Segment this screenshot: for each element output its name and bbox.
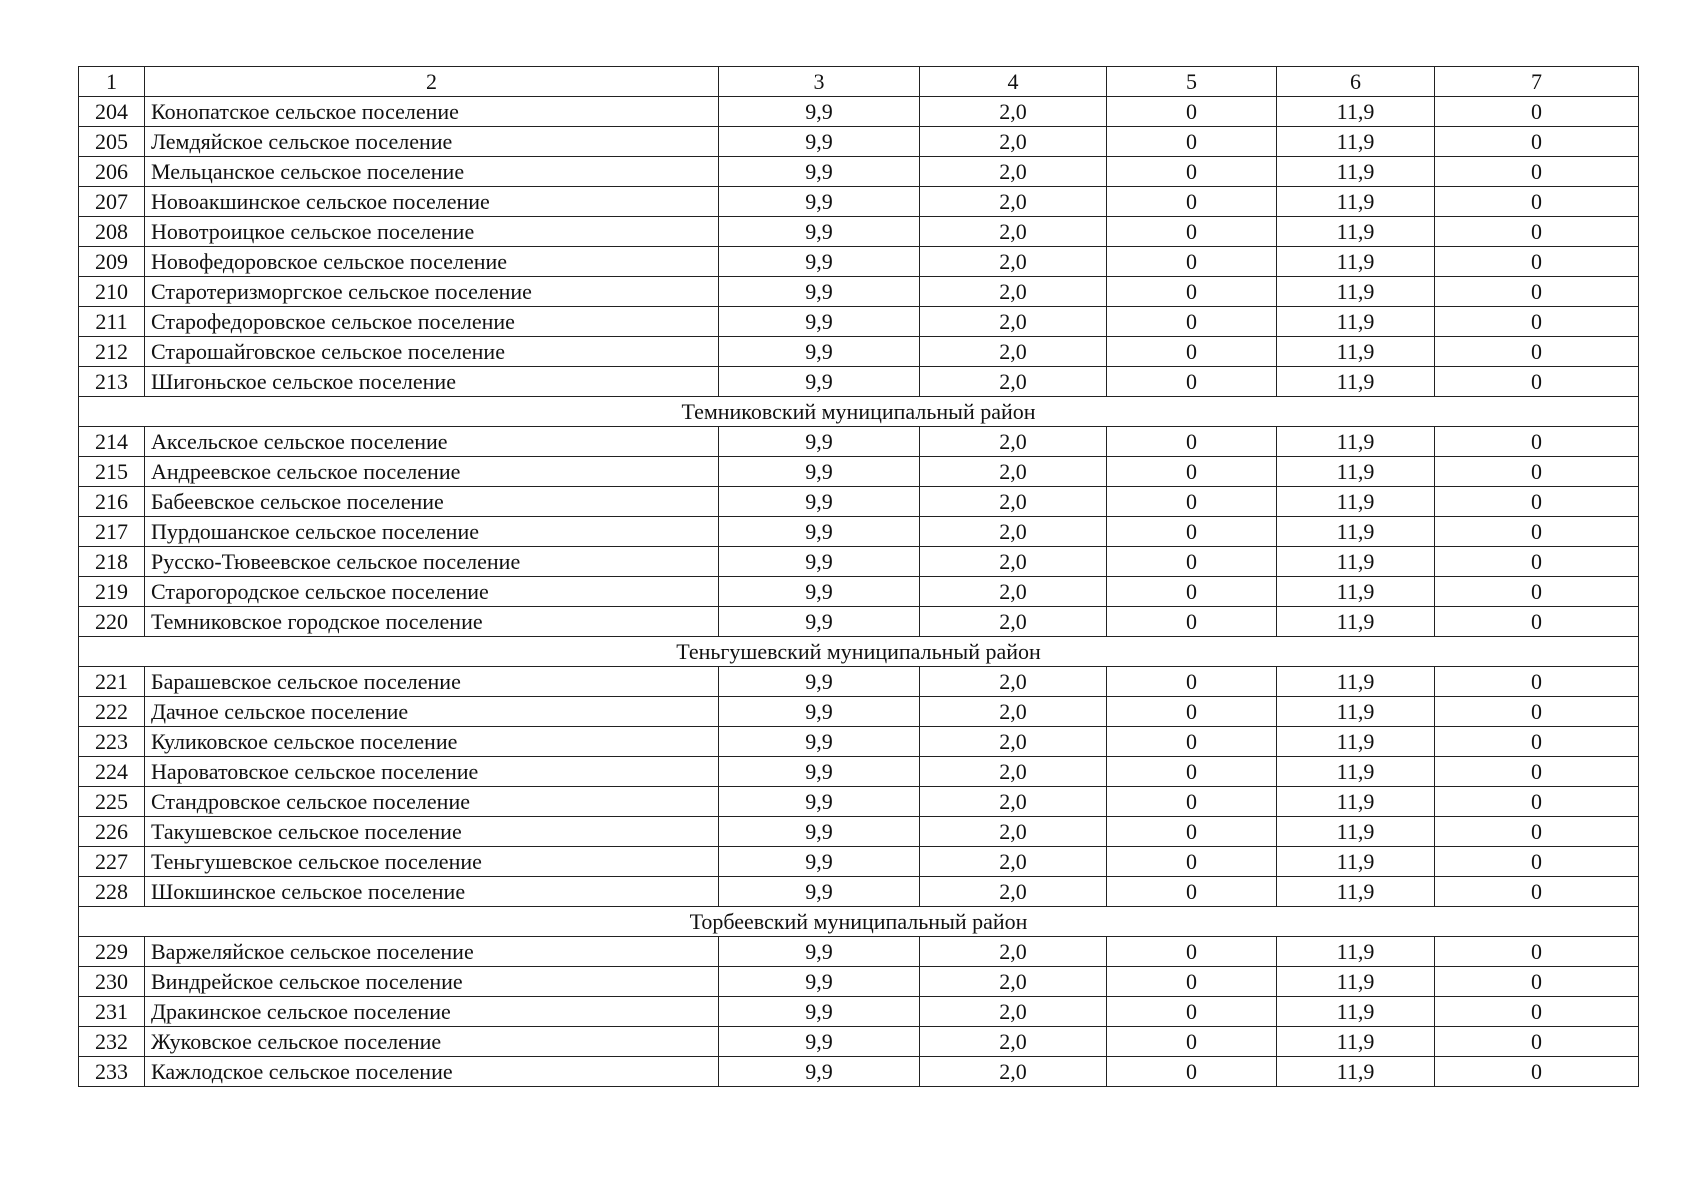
value-col-5: 0 <box>1107 547 1277 577</box>
row-number: 223 <box>79 727 145 757</box>
settlement-name: Дачное сельское поселение <box>145 697 719 727</box>
row-number: 207 <box>79 187 145 217</box>
value-col-6: 11,9 <box>1277 277 1435 307</box>
row-number: 210 <box>79 277 145 307</box>
value-col-4: 2,0 <box>920 187 1107 217</box>
value-col-5: 0 <box>1107 427 1277 457</box>
settlement-name: Виндрейское сельское поселение <box>145 967 719 997</box>
settlements-table <box>78 66 1639 1087</box>
table-row <box>79 247 1639 277</box>
value-col-5: 0 <box>1107 1057 1277 1087</box>
value-col-4: 2,0 <box>920 817 1107 847</box>
settlement-name: Барашевское сельское поселение <box>145 667 719 697</box>
value-col-7: 0 <box>1435 427 1639 457</box>
value-col-7: 0 <box>1435 247 1639 277</box>
value-col-6: 11,9 <box>1277 697 1435 727</box>
value-col-3: 9,9 <box>719 667 920 697</box>
row-number: 226 <box>79 817 145 847</box>
value-col-3: 9,9 <box>719 277 920 307</box>
value-col-4: 2,0 <box>920 577 1107 607</box>
value-col-7: 0 <box>1435 967 1639 997</box>
value-col-3: 9,9 <box>719 187 920 217</box>
value-col-5: 0 <box>1107 367 1277 397</box>
value-col-5: 0 <box>1107 157 1277 187</box>
district-section-row <box>79 907 1639 937</box>
table-row <box>79 337 1639 367</box>
value-col-7: 0 <box>1435 697 1639 727</box>
settlement-name: Теньгушевское сельское поселение <box>145 847 719 877</box>
value-col-6: 11,9 <box>1277 727 1435 757</box>
value-col-3: 9,9 <box>719 967 920 997</box>
value-col-7: 0 <box>1435 847 1639 877</box>
table-row <box>79 667 1639 697</box>
table-row <box>79 367 1639 397</box>
value-col-6: 11,9 <box>1277 997 1435 1027</box>
value-col-7: 0 <box>1435 577 1639 607</box>
table-row <box>79 1057 1639 1087</box>
settlement-name: Старогородское сельское поселение <box>145 577 719 607</box>
value-col-5: 0 <box>1107 997 1277 1027</box>
value-col-5: 0 <box>1107 337 1277 367</box>
value-col-7: 0 <box>1435 787 1639 817</box>
value-col-4: 2,0 <box>920 217 1107 247</box>
settlement-name: Шокшинское сельское поселение <box>145 877 719 907</box>
row-number: 221 <box>79 667 145 697</box>
value-col-4: 2,0 <box>920 727 1107 757</box>
value-col-4: 2,0 <box>920 1027 1107 1057</box>
value-col-6: 11,9 <box>1277 457 1435 487</box>
table-row <box>79 847 1639 877</box>
settlement-name: Стандровское сельское поселение <box>145 787 719 817</box>
table-row <box>79 997 1639 1027</box>
value-col-3: 9,9 <box>719 577 920 607</box>
value-col-3: 9,9 <box>719 427 920 457</box>
table-row <box>79 157 1639 187</box>
row-number: 228 <box>79 877 145 907</box>
value-col-7: 0 <box>1435 547 1639 577</box>
settlement-name: Старотеризморгское сельское поселение <box>145 277 719 307</box>
value-col-7: 0 <box>1435 337 1639 367</box>
value-col-5: 0 <box>1107 817 1277 847</box>
settlement-name: Варжеляйское сельское поселение <box>145 937 719 967</box>
value-col-3: 9,9 <box>719 1027 920 1057</box>
district-title: Торбеевский муниципальный район <box>79 907 1639 937</box>
value-col-5: 0 <box>1107 727 1277 757</box>
settlement-name: Русско-Тювеевское сельское поселение <box>145 547 719 577</box>
value-col-4: 2,0 <box>920 247 1107 277</box>
value-col-3: 9,9 <box>719 937 920 967</box>
table-row <box>79 817 1639 847</box>
value-col-4: 2,0 <box>920 517 1107 547</box>
table-row <box>79 577 1639 607</box>
value-col-3: 9,9 <box>719 217 920 247</box>
value-col-5: 0 <box>1107 877 1277 907</box>
row-number: 216 <box>79 487 145 517</box>
value-col-5: 0 <box>1107 187 1277 217</box>
value-col-6: 11,9 <box>1277 577 1435 607</box>
value-col-6: 11,9 <box>1277 607 1435 637</box>
settlement-name: Темниковское городское поселение <box>145 607 719 637</box>
value-col-5: 0 <box>1107 1027 1277 1057</box>
value-col-3: 9,9 <box>719 247 920 277</box>
row-number: 208 <box>79 217 145 247</box>
value-col-5: 0 <box>1107 307 1277 337</box>
value-col-3: 9,9 <box>719 607 920 637</box>
value-col-4: 2,0 <box>920 277 1107 307</box>
row-number: 224 <box>79 757 145 787</box>
value-col-3: 9,9 <box>719 157 920 187</box>
value-col-6: 11,9 <box>1277 937 1435 967</box>
row-number: 209 <box>79 247 145 277</box>
settlement-name: Старошайговское сельское поселение <box>145 337 719 367</box>
value-col-3: 9,9 <box>719 847 920 877</box>
row-number: 233 <box>79 1057 145 1087</box>
district-section-row <box>79 637 1639 667</box>
settlement-name: Дракинское сельское поселение <box>145 997 719 1027</box>
table-row <box>79 97 1639 127</box>
row-number: 217 <box>79 517 145 547</box>
settlement-name: Нароватовское сельское поселение <box>145 757 719 787</box>
value-col-5: 0 <box>1107 277 1277 307</box>
value-col-3: 9,9 <box>719 817 920 847</box>
value-col-3: 9,9 <box>719 787 920 817</box>
settlement-name: Куликовское сельское поселение <box>145 727 719 757</box>
value-col-7: 0 <box>1435 277 1639 307</box>
value-col-3: 9,9 <box>719 757 920 787</box>
row-number: 218 <box>79 547 145 577</box>
value-col-4: 2,0 <box>920 1057 1107 1087</box>
value-col-6: 11,9 <box>1277 427 1435 457</box>
value-col-6: 11,9 <box>1277 1027 1435 1057</box>
value-col-5: 0 <box>1107 757 1277 787</box>
value-col-4: 2,0 <box>920 97 1107 127</box>
value-col-4: 2,0 <box>920 757 1107 787</box>
value-col-5: 0 <box>1107 487 1277 517</box>
value-col-7: 0 <box>1435 217 1639 247</box>
table-row <box>79 217 1639 247</box>
value-col-7: 0 <box>1435 127 1639 157</box>
value-col-3: 9,9 <box>719 457 920 487</box>
value-col-4: 2,0 <box>920 367 1107 397</box>
table-row <box>79 967 1639 997</box>
value-col-3: 9,9 <box>719 367 920 397</box>
value-col-5: 0 <box>1107 607 1277 637</box>
row-number: 212 <box>79 337 145 367</box>
row-number: 229 <box>79 937 145 967</box>
value-col-5: 0 <box>1107 127 1277 157</box>
value-col-3: 9,9 <box>719 307 920 337</box>
value-col-5: 0 <box>1107 517 1277 547</box>
value-col-6: 11,9 <box>1277 547 1435 577</box>
row-number: 227 <box>79 847 145 877</box>
table-row <box>79 187 1639 217</box>
row-number: 225 <box>79 787 145 817</box>
row-number: 232 <box>79 1027 145 1057</box>
settlement-name: Шигоньское сельское поселение <box>145 367 719 397</box>
column-header: 6 <box>1277 67 1435 97</box>
value-col-7: 0 <box>1435 187 1639 217</box>
value-col-7: 0 <box>1435 457 1639 487</box>
value-col-5: 0 <box>1107 247 1277 277</box>
district-title: Теньгушевский муниципальный район <box>79 637 1639 667</box>
table-row <box>79 487 1639 517</box>
table-row <box>79 457 1639 487</box>
table-row <box>79 937 1639 967</box>
value-col-6: 11,9 <box>1277 247 1435 277</box>
value-col-6: 11,9 <box>1277 367 1435 397</box>
value-col-7: 0 <box>1435 607 1639 637</box>
table-row <box>79 787 1639 817</box>
value-col-6: 11,9 <box>1277 337 1435 367</box>
value-col-4: 2,0 <box>920 697 1107 727</box>
row-number: 205 <box>79 127 145 157</box>
value-col-7: 0 <box>1435 307 1639 337</box>
settlement-name: Старофедоровское сельское поселение <box>145 307 719 337</box>
settlement-name: Новотроицкое сельское поселение <box>145 217 719 247</box>
value-col-4: 2,0 <box>920 847 1107 877</box>
value-col-6: 11,9 <box>1277 667 1435 697</box>
value-col-3: 9,9 <box>719 997 920 1027</box>
value-col-4: 2,0 <box>920 127 1107 157</box>
column-header: 3 <box>719 67 920 97</box>
value-col-4: 2,0 <box>920 487 1107 517</box>
value-col-4: 2,0 <box>920 157 1107 187</box>
value-col-7: 0 <box>1435 757 1639 787</box>
value-col-3: 9,9 <box>719 877 920 907</box>
district-section-row <box>79 397 1639 427</box>
value-col-4: 2,0 <box>920 547 1107 577</box>
value-col-7: 0 <box>1435 667 1639 697</box>
value-col-3: 9,9 <box>719 337 920 367</box>
value-col-5: 0 <box>1107 967 1277 997</box>
settlement-name: Жуковское сельское поселение <box>145 1027 719 1057</box>
value-col-5: 0 <box>1107 97 1277 127</box>
row-number: 211 <box>79 307 145 337</box>
value-col-6: 11,9 <box>1277 157 1435 187</box>
settlement-name: Конопатское сельское поселение <box>145 97 719 127</box>
value-col-7: 0 <box>1435 817 1639 847</box>
value-col-3: 9,9 <box>719 487 920 517</box>
value-col-6: 11,9 <box>1277 97 1435 127</box>
value-col-7: 0 <box>1435 1057 1639 1087</box>
value-col-5: 0 <box>1107 577 1277 607</box>
table-row <box>79 877 1639 907</box>
table-row <box>79 547 1639 577</box>
row-number: 206 <box>79 157 145 187</box>
row-number: 214 <box>79 427 145 457</box>
value-col-4: 2,0 <box>920 667 1107 697</box>
value-col-7: 0 <box>1435 877 1639 907</box>
column-header: 7 <box>1435 67 1639 97</box>
value-col-3: 9,9 <box>719 517 920 547</box>
settlement-name: Лемдяйское сельское поселение <box>145 127 719 157</box>
settlement-name: Мельцанское сельское поселение <box>145 157 719 187</box>
table-body <box>79 67 1639 1087</box>
settlement-name: Новофедоровское сельское поселение <box>145 247 719 277</box>
value-col-3: 9,9 <box>719 1057 920 1087</box>
table-row <box>79 307 1639 337</box>
row-number: 204 <box>79 97 145 127</box>
value-col-6: 11,9 <box>1277 1057 1435 1087</box>
value-col-6: 11,9 <box>1277 307 1435 337</box>
value-col-7: 0 <box>1435 997 1639 1027</box>
column-header: 4 <box>920 67 1107 97</box>
table-row <box>79 127 1639 157</box>
value-col-5: 0 <box>1107 217 1277 247</box>
row-number: 220 <box>79 607 145 637</box>
value-col-6: 11,9 <box>1277 877 1435 907</box>
column-header: 1 <box>79 67 145 97</box>
value-col-4: 2,0 <box>920 967 1107 997</box>
value-col-4: 2,0 <box>920 937 1107 967</box>
value-col-7: 0 <box>1435 937 1639 967</box>
value-col-7: 0 <box>1435 157 1639 187</box>
value-col-7: 0 <box>1435 367 1639 397</box>
settlement-name: Бабеевское сельское поселение <box>145 487 719 517</box>
table-row <box>79 1027 1639 1057</box>
value-col-3: 9,9 <box>719 547 920 577</box>
row-number: 231 <box>79 997 145 1027</box>
value-col-6: 11,9 <box>1277 487 1435 517</box>
row-number: 213 <box>79 367 145 397</box>
value-col-6: 11,9 <box>1277 847 1435 877</box>
value-col-5: 0 <box>1107 937 1277 967</box>
value-col-7: 0 <box>1435 97 1639 127</box>
row-number: 222 <box>79 697 145 727</box>
table-row <box>79 277 1639 307</box>
table-row <box>79 757 1639 787</box>
value-col-6: 11,9 <box>1277 217 1435 247</box>
settlement-name: Новоакшинское сельское поселение <box>145 187 719 217</box>
value-col-6: 11,9 <box>1277 757 1435 787</box>
table-row <box>79 697 1639 727</box>
value-col-4: 2,0 <box>920 877 1107 907</box>
value-col-5: 0 <box>1107 697 1277 727</box>
table-row <box>79 427 1639 457</box>
row-number: 219 <box>79 577 145 607</box>
value-col-4: 2,0 <box>920 457 1107 487</box>
table-row <box>79 517 1639 547</box>
value-col-4: 2,0 <box>920 607 1107 637</box>
value-col-4: 2,0 <box>920 337 1107 367</box>
row-number: 230 <box>79 967 145 997</box>
value-col-4: 2,0 <box>920 427 1107 457</box>
table-row <box>79 727 1639 757</box>
district-title: Темниковский муниципальный район <box>79 397 1639 427</box>
value-col-7: 0 <box>1435 517 1639 547</box>
value-col-3: 9,9 <box>719 97 920 127</box>
settlement-name: Аксельское сельское поселение <box>145 427 719 457</box>
value-col-7: 0 <box>1435 727 1639 757</box>
table-row <box>79 607 1639 637</box>
value-col-6: 11,9 <box>1277 127 1435 157</box>
value-col-4: 2,0 <box>920 997 1107 1027</box>
row-number: 215 <box>79 457 145 487</box>
value-col-4: 2,0 <box>920 307 1107 337</box>
value-col-3: 9,9 <box>719 697 920 727</box>
settlement-name: Андреевское сельское поселение <box>145 457 719 487</box>
column-header: 2 <box>145 67 719 97</box>
value-col-3: 9,9 <box>719 727 920 757</box>
value-col-4: 2,0 <box>920 787 1107 817</box>
value-col-7: 0 <box>1435 487 1639 517</box>
settlement-name: Такушевское сельское поселение <box>145 817 719 847</box>
value-col-5: 0 <box>1107 847 1277 877</box>
value-col-6: 11,9 <box>1277 787 1435 817</box>
value-col-5: 0 <box>1107 787 1277 817</box>
value-col-6: 11,9 <box>1277 517 1435 547</box>
settlement-name: Пурдошанское сельское поселение <box>145 517 719 547</box>
settlement-name: Кажлодское сельское поселение <box>145 1057 719 1087</box>
value-col-5: 0 <box>1107 667 1277 697</box>
value-col-5: 0 <box>1107 457 1277 487</box>
value-col-7: 0 <box>1435 1027 1639 1057</box>
value-col-6: 11,9 <box>1277 967 1435 997</box>
value-col-6: 11,9 <box>1277 187 1435 217</box>
column-number-row <box>79 67 1639 97</box>
value-col-6: 11,9 <box>1277 817 1435 847</box>
value-col-3: 9,9 <box>719 127 920 157</box>
column-header: 5 <box>1107 67 1277 97</box>
